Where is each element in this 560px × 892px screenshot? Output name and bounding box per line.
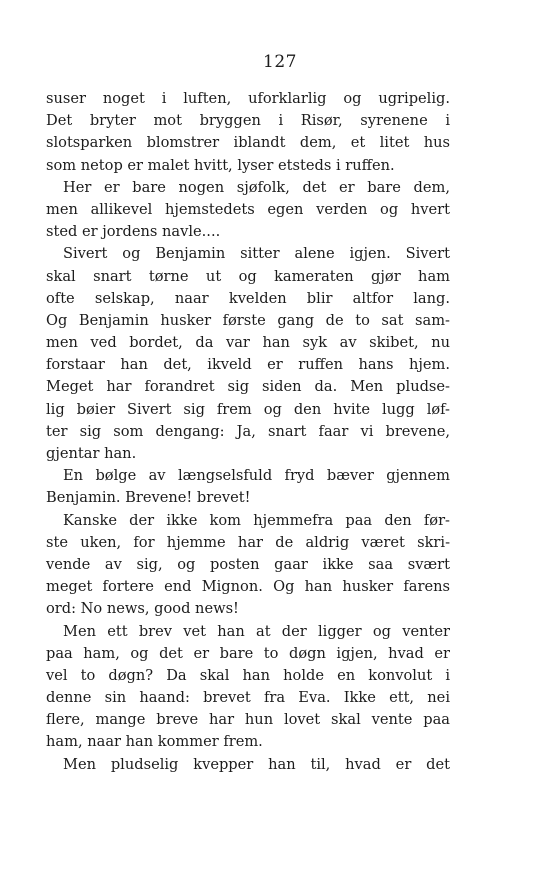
text-line: ter sig som dengang: Ja, snart faar vi brevene,: [46, 422, 450, 440]
text-line: paa ham, og det er bare to døgn igjen, hvad er: [46, 644, 450, 662]
text-line: vende av sig, og posten gaar ikke saa svært: [46, 555, 450, 573]
text-line: sted er jordens navle....: [46, 223, 221, 241]
text-line: forstaar han det, ikveld er ruffen hans hjem.: [46, 356, 450, 374]
text-line: vel to døgn? Da skal han holde en konvolut i: [46, 666, 450, 684]
text-line: Og Benjamin husker første gang de to sat sam-: [46, 311, 450, 329]
text-line: denne sin haand: brevet fra Eva. Ikke ett, nei: [46, 689, 450, 707]
body-text: [46, 88, 450, 776]
text-line: slotsparken blomstrer iblandt dem, et litet hus: [46, 134, 450, 152]
text-line: meget fortere end Mignon. Og han husker farens: [46, 578, 450, 596]
text-line: flere, mange breve har hun lovet skal vente paa: [46, 711, 450, 729]
text-line: Meget har forandret sig siden da. Men pludse-: [46, 378, 450, 396]
text-line: ofte selskap, naar kvelden blir altfor lang.: [46, 289, 450, 307]
text-line: ham, naar han kommer frem.: [46, 733, 263, 751]
text-line: Her er bare nogen sjøfolk, det er bare dem,: [63, 178, 450, 196]
text-line: Men pludselig kvepper han til, hvad er det: [63, 755, 450, 773]
text-line: men ved bordet, da var han syk av skibet, nu: [46, 334, 450, 352]
text-line: lig bøier Sivert sig frem og den hvite lugg løf-: [46, 400, 450, 418]
page-number: 127: [263, 52, 297, 72]
text-line: ord: No news, good news!: [46, 600, 239, 618]
text-line: Men ett brev vet han at der ligger og venter: [63, 622, 450, 640]
text-line: gjentar han.: [46, 445, 137, 462]
text-line: Sivert og Benjamin sitter alene igjen. Sivert: [63, 245, 450, 263]
text-line: Benjamin. Brevene! brevet!: [46, 489, 251, 507]
text-line: Det bryter mot bryggen i Risør, syrenene i: [46, 112, 450, 130]
text-line: men allikevel hjemstedets egen verden og hvert: [46, 200, 450, 218]
text-line: En bølge av længselsfuld fryd bæver gjennem: [63, 467, 450, 485]
text-line: Kanske der ikke kom hjemmefra paa den før-: [63, 511, 450, 529]
text-line: skal snart tørne ut og kameraten gjør ham: [46, 267, 450, 285]
text-line: som netop er malet hvitt, lyser etsteds i ruffen.: [46, 156, 395, 174]
text-line: ste uken, for hjemme har de aldrig været skri-: [46, 533, 450, 551]
text-line: suser noget i luften, uforklarlig og ugripelig.: [46, 90, 450, 107]
